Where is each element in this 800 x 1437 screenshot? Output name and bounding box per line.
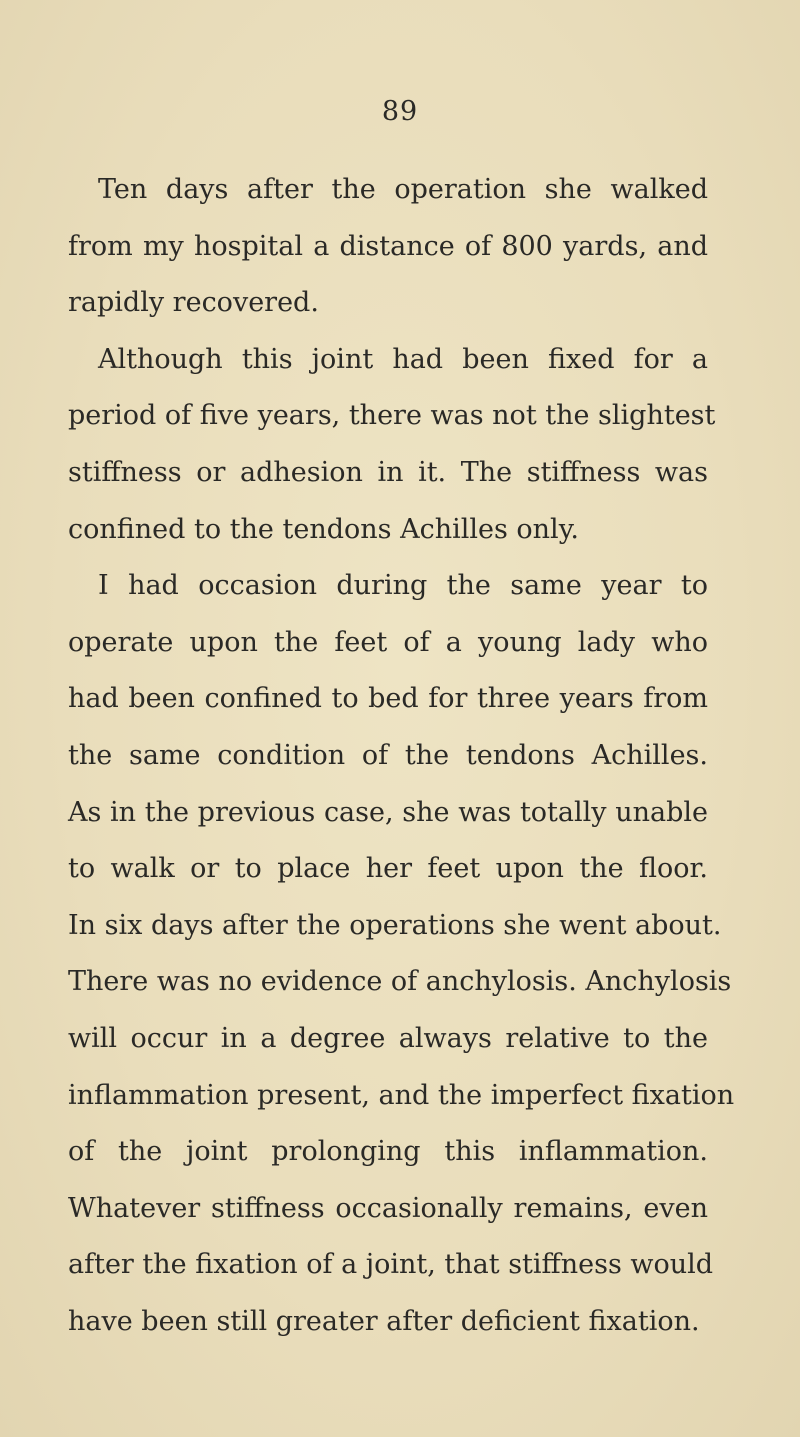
text-line: Ten days after the operation she walked [98, 174, 708, 205]
text-line: rapidly recovered. [68, 287, 319, 319]
text-line: There was no evidence of anchylosis. Anchylosis [68, 966, 732, 998]
text-line: As in the previous case, she was totally unable [68, 796, 708, 828]
text-line: will occur in a degree always relative to the [68, 1022, 708, 1054]
text-line: after the fixation of a joint, that stiffness would [68, 1249, 714, 1281]
text-line: Whatever stiffness occasionally remains, even [68, 1192, 708, 1224]
text-line: confined to the tendons Achilles only. [68, 513, 579, 545]
page-number: 89 [381, 96, 419, 127]
text-line: to walk or to place her feet upon the floor. [68, 853, 708, 885]
body-text [68, 162, 735, 1350]
text-line: the same condition of the tendons Achilles. [68, 739, 708, 771]
text-line: In six days after the operations she went about. [68, 909, 722, 941]
text-line: had been confined to bed for three years from [68, 683, 708, 715]
text-line: stiffness or adhesion in it. The stiffness was [68, 456, 708, 488]
text-line: inflammation present, and the imperfect fixation [68, 1079, 735, 1111]
text-line: have been still greater after deficient fixation. [68, 1305, 700, 1337]
text-line: Although this joint had been fixed for a [98, 343, 708, 375]
text-line: operate upon the feet of a young lady who [68, 626, 708, 658]
text-line: from my hospital a distance of 800 yards, and [68, 230, 708, 262]
text-line: period of five years, there was not the slightest [68, 400, 716, 432]
text-line: of the joint prolonging this inflammation. [68, 1136, 708, 1168]
text-line: I had occasion during the same year to [98, 570, 708, 602]
